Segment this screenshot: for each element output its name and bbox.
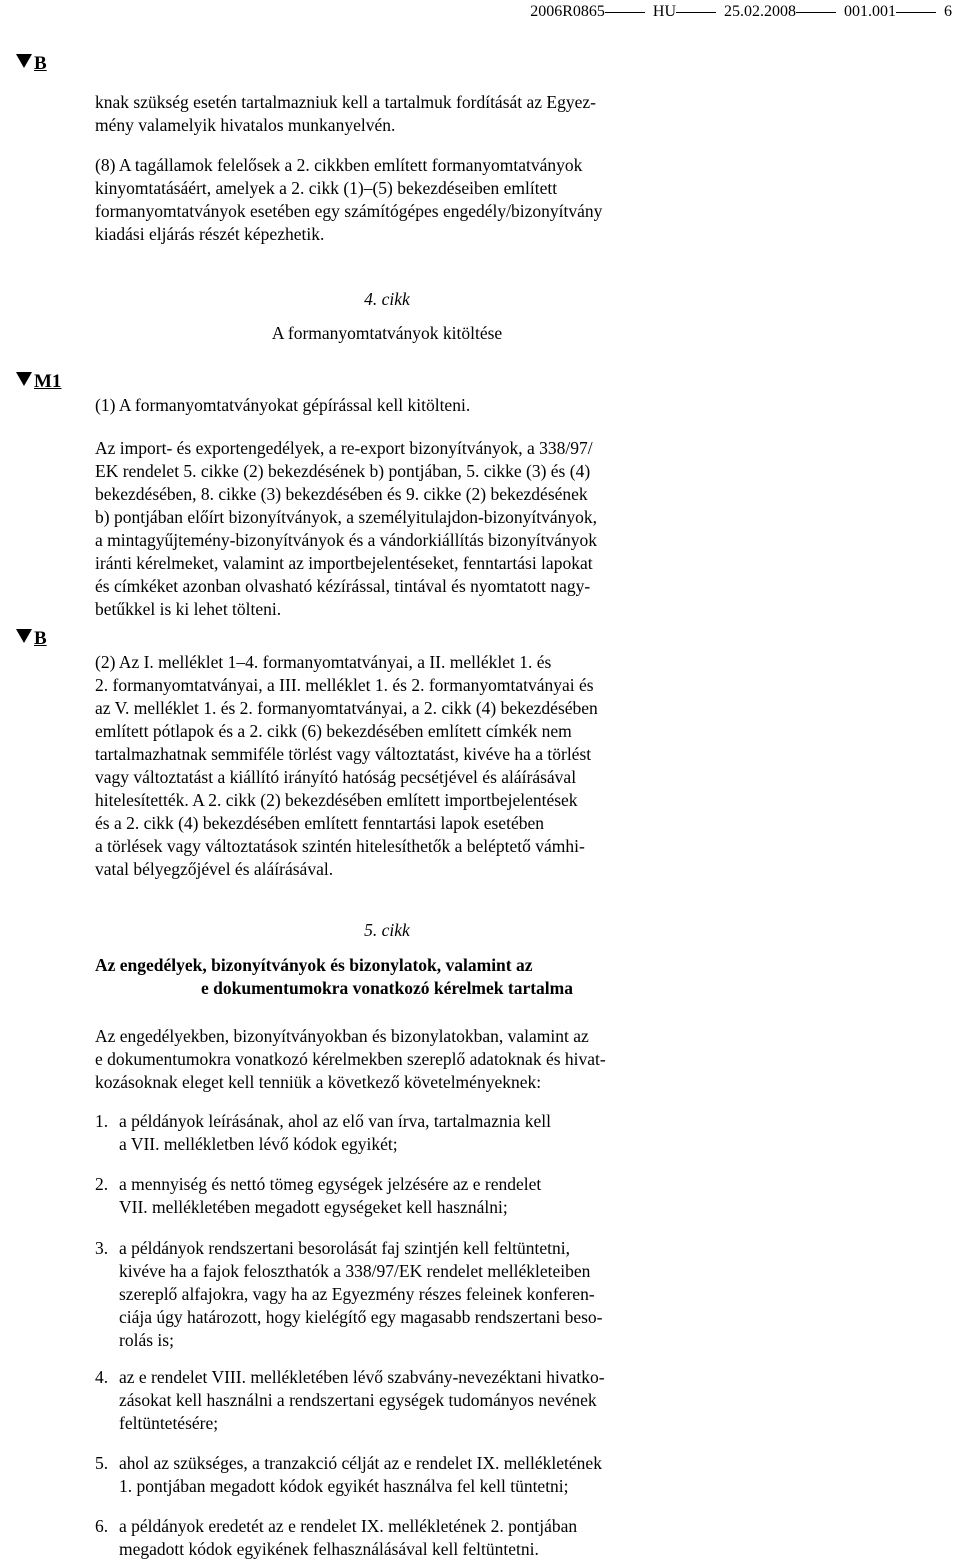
header-rule	[676, 12, 716, 13]
amendment-marker-m1: M1	[16, 371, 61, 393]
list-item: 6. a példányok eredetét az e rendelet IX. mellékletének 2. pontjában megadott kódok egyikének felhasználásával kell feltüntetni.	[95, 1516, 578, 1559]
article-5-number: 5. cikk	[364, 920, 410, 940]
article-4-paragraph-1-text: Az import- és exportengedélyek, a re-export bizonyítványok, a 338/97/ EK rendelet 5. cikke (2) bekezdésének b) pontjában, 5. cikke (3) és (4) bekezdésében, 8. cikke (3) bekezdésében és 9. cikke (2) bekezdésének b) pontjában előírt bizonyítványok, a személyitulajdon-bizonyítványok, a mintagyűjtemény-bizonyítványok és a vándorkiállítás bizonyítványok iránti kérelmeket, valamint az importbejelentéseket, fenntartási lapokat és címkéket azonban olvasható kézírással, tintával és nyomtatott nagy- betűkkel is ki lehet tölteni.	[95, 438, 598, 619]
doc-version: 001.001	[844, 3, 896, 20]
header-rule	[796, 12, 836, 13]
page-number: 6	[944, 3, 952, 20]
amendment-marker-b: B	[16, 628, 47, 650]
article-4-paragraph-1: (1) A formanyomtatványokat gépírással kell kitölteni.	[95, 395, 471, 415]
paragraph-8: (8) A tagállamok felelősek a 2. cikkben említett formanyomtatványok kinyomtatásáért, amelyek a 2. cikk (1)–(5) bekezdéseiben említett formanyomtatványok esetében egy számítógépes engedély/bizonyítvány kiadási eljárás részét képezhetik.	[95, 155, 603, 244]
list-item: 2. a mennyiség és nettó tömeg egységek jelzésére az e rendelet VII. mellékletében megadott egységeket kell használni;	[95, 1174, 542, 1217]
header-rule	[605, 12, 645, 13]
article-4-number: 4. cikk	[364, 289, 410, 309]
article-4-paragraph-2: (2) Az I. melléklet 1–4. formanyomtatványai, a II. melléklet 1. és 2. formanyomtatványai, a III. melléklet 1. és 2. formanyomtatványai és az V. melléklet 1. és 2. formanyomtatványai, a 2. cikk (4) bekezdésében említett pótlapok és a 2. cikk (6) bekezdésében említett címkék nem tartalmazhatnak semmiféle törlést vagy változtatást, kivéve ha a törlést vagy változtatást a kiállító irányító hatóság pecsétjével és aláírásával hitelesítették. A 2. cikk (2) bekezdésében említett importbejelentések és a 2. cikk (4) bekezdésében említett fenntartási lapok esetében a törlések vagy változtatások szintén hitelesíthetők a beléptető vámhi- vatal bélyegzőjével és aláírásával.	[95, 652, 598, 879]
continuation-paragraph: knak szükség esetén tartalmazniuk kell a tartalmuk fordítását az Egyez- mény valamelyik hivatalos munkanyelvén.	[95, 92, 596, 135]
list-item: 4. az e rendelet VIII. mellékletében lévő szabvány-nevezéktani hivatko- zásokat kell használni a rendszertani egységek tudományos nevének feltüntetésére;	[95, 1367, 605, 1433]
triangle-down-icon	[16, 372, 32, 386]
header-rule	[896, 12, 936, 13]
doc-lang: HU	[652, 3, 676, 20]
triangle-down-icon	[16, 629, 32, 643]
article-5-title: Az engedélyek, bizonyítványok és bizonylatok, valamint az e dokumentumokra vonatkozó kérelmek tartalma	[95, 955, 573, 998]
article-4-title: A formanyomtatványok kitöltése	[271, 323, 503, 343]
triangle-down-icon	[16, 54, 32, 68]
article-5-intro: Az engedélyekben, bizonyítványokban és bizonylatokban, valamint az e dokumentumokra vonatkozó kérelmekben szereplő adatoknak és hivat- kozásoknak eleget kell tenniük a következő követelményeknek:	[95, 1026, 606, 1092]
doc-date: 25.02.2008	[724, 3, 796, 20]
list-item: 5. ahol az szükséges, a tranzakció célját az e rendelet IX. mellékletének 1. pontjában megadott kódok egyikét használva fel kell tüntetni;	[95, 1453, 602, 1496]
doc-id: 2006R0865	[530, 3, 605, 20]
list-item: 3. a példányok rendszertani besorolását faj szintjén kell feltüntetni, kivéve ha a fajok feloszthatók a 338/97/EK rendelet mellékleteiben szereplő alfajokra, vagy ha az Egyezmény részes feleinek konferen- ciája úgy határozott, hogy kielégítő egy magasabb rendszertani beso- rolás is;	[95, 1238, 603, 1350]
list-item: 1. a példányok leírásának, ahol az elő van írva, tartalmaznia kell a VII. mellékletben lévő kódok egyikét;	[95, 1111, 551, 1154]
page-header	[530, 2, 952, 22]
amendment-marker-b: B	[16, 53, 47, 75]
